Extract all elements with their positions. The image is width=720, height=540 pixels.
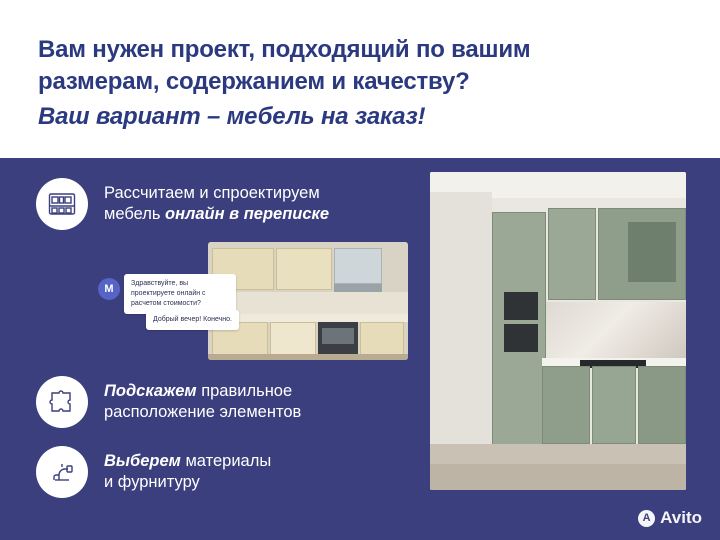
furniture-plan-icon [36, 178, 88, 230]
header [0, 0, 720, 158]
feature-2-line1: правильное [196, 382, 293, 400]
feature-1-line2a: мебель [104, 205, 166, 224]
feature-3-emphasis: Выберем [104, 452, 181, 470]
subheadline: Ваш вариант – мебель на заказ! [38, 103, 426, 131]
feature-1-line2b: онлайн в переписке [165, 205, 330, 224]
feature-1-line1: Рассчитаем и спроектируем [104, 184, 320, 202]
feature-item-layout-advice [36, 376, 408, 428]
page-title [38, 34, 686, 133]
faucet-icon [36, 446, 88, 498]
content-panel [0, 158, 720, 540]
feature-text-design-online [104, 178, 329, 226]
chat-bubble-incoming: Здравствуйте, вы проектируете онлайн с расчетом стоимости? [124, 274, 236, 314]
feature-item-materials [36, 446, 408, 498]
feature-3-line1: материалы [180, 452, 272, 470]
avito-watermark [638, 508, 702, 528]
avatar: М [98, 278, 120, 300]
headline-line-1: Вам нужен проект, подходящий по вашим [38, 36, 531, 63]
chat-mockup [36, 242, 408, 362]
avito-logo-icon: A [638, 510, 655, 527]
avito-watermark-text: Avito [660, 508, 702, 527]
feature-2-emphasis: Подскажем [104, 382, 197, 400]
headline-line-2: размерам, содержанием и качеству? [38, 67, 470, 95]
feature-2-line2: расположение элементов [104, 403, 302, 422]
chat-bubble-outgoing: Добрый вечер! Конечно. [146, 310, 239, 330]
features-list [36, 178, 408, 498]
feature-text-materials [104, 446, 271, 494]
kitchen-render-photo [208, 242, 408, 360]
feature-item-design-online [36, 178, 408, 230]
feature-3-line2: и фурнитуру [104, 473, 200, 492]
puzzle-icon [36, 376, 88, 428]
modern-green-kitchen-photo [430, 172, 686, 490]
feature-text-layout-advice [104, 376, 301, 424]
